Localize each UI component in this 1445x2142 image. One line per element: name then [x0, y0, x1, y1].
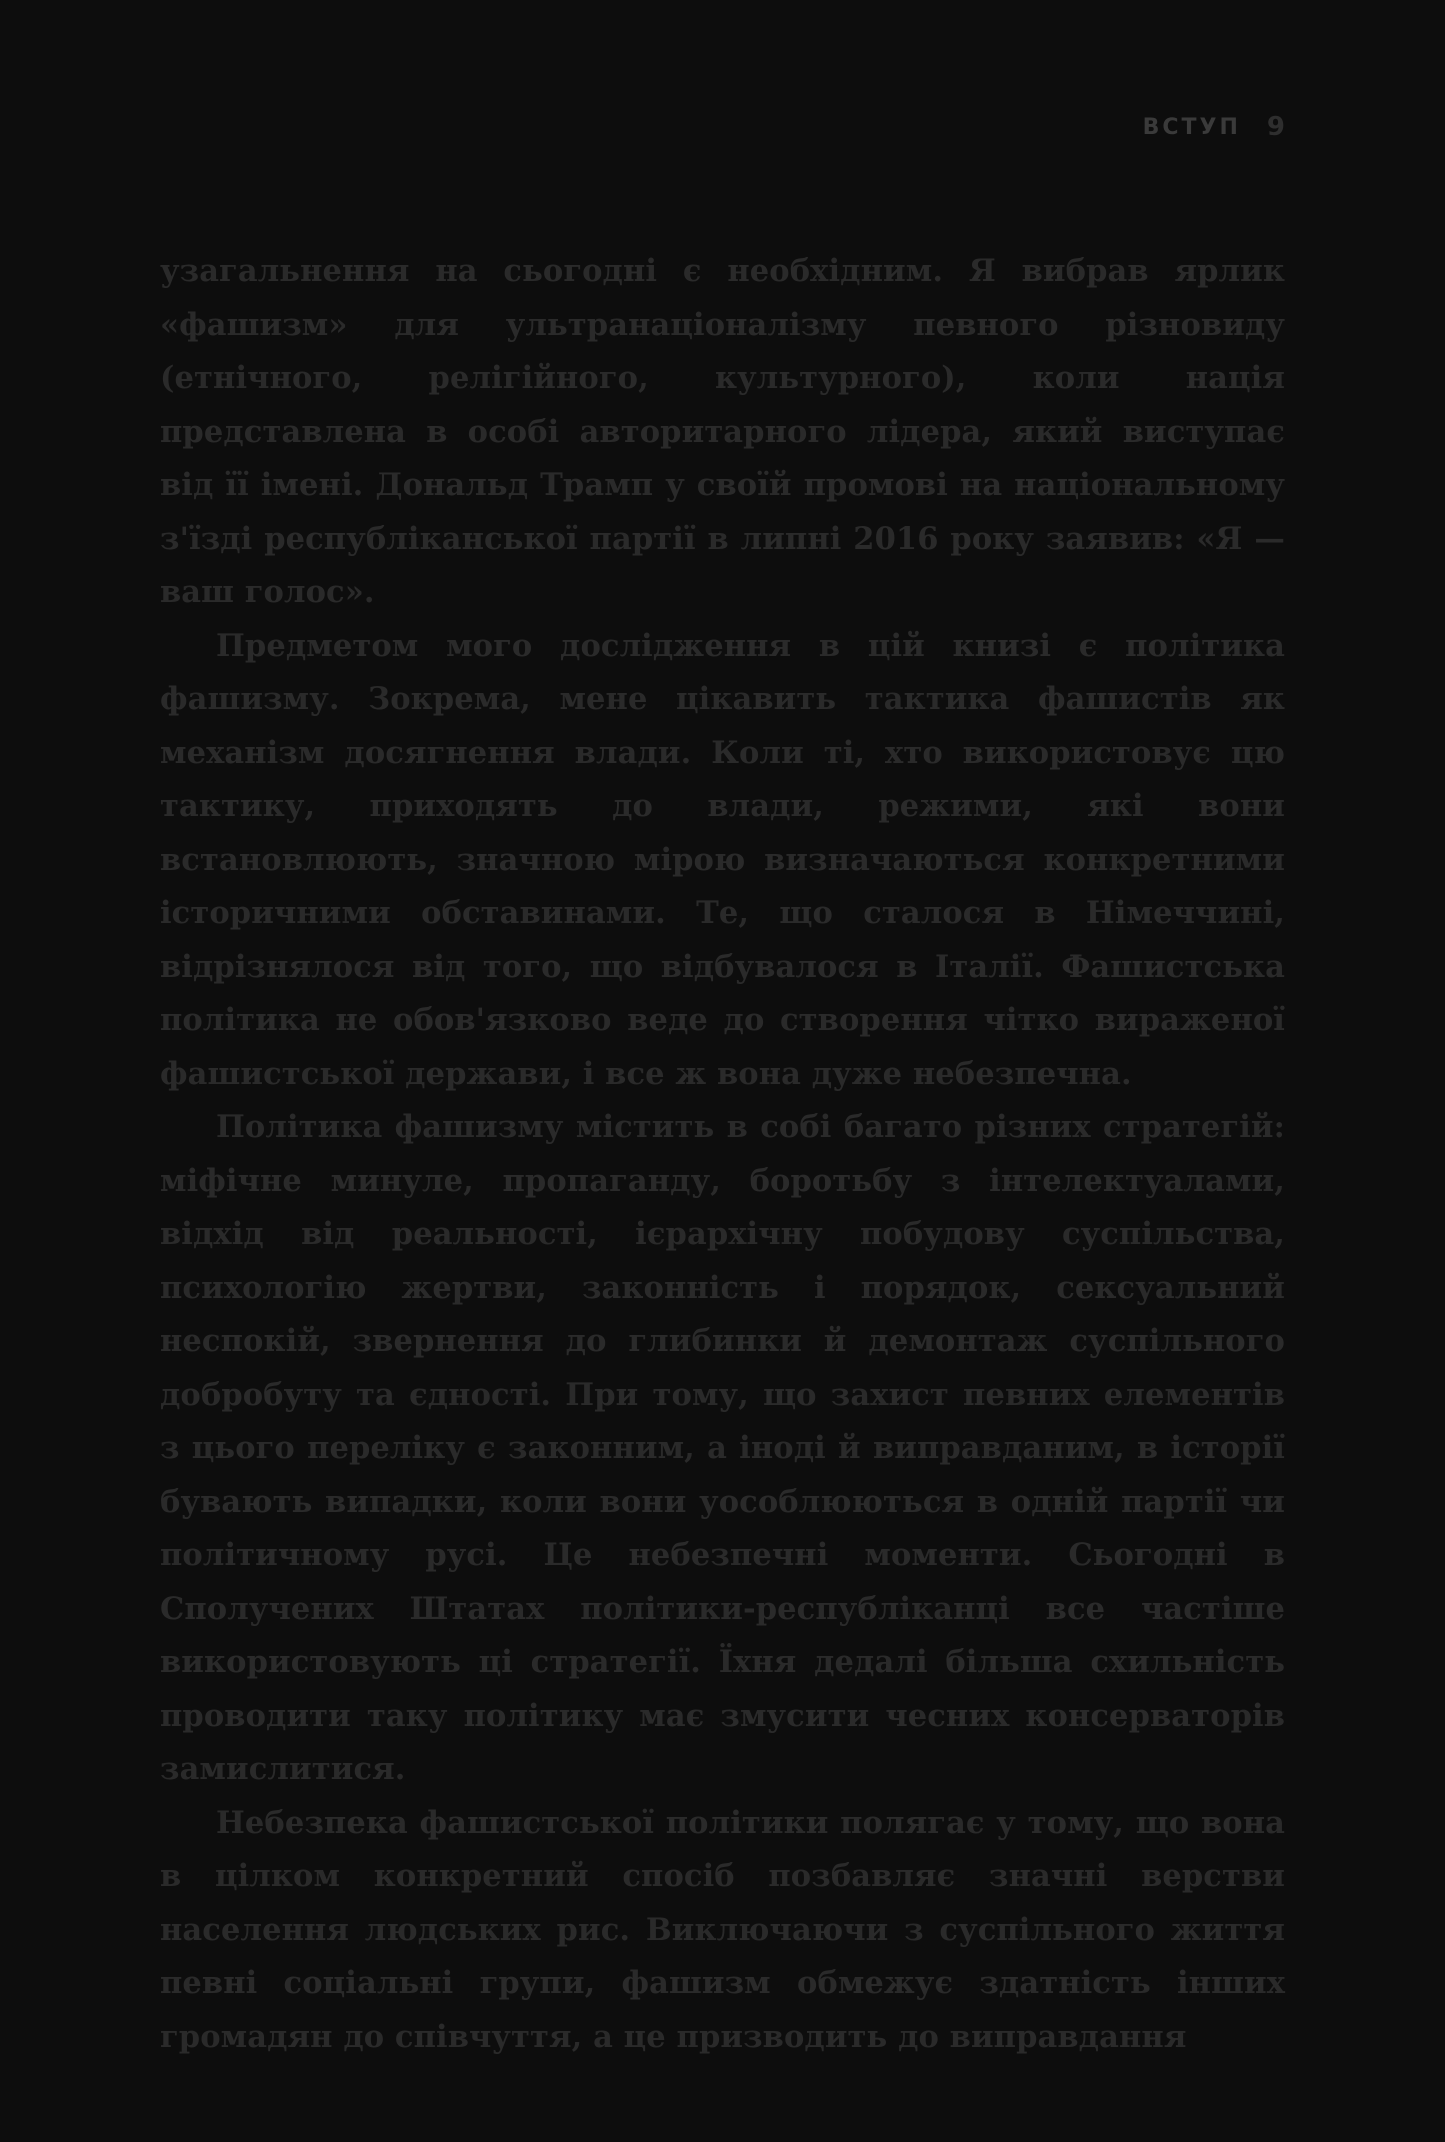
body-paragraph: Предметом мого дослідження в цій книзі є політика фашизму. Зокрема, мене цікавить тактика фашистів як механізм досягнення влади. Коли ті, хто використовує цю тактику, приходять до влади, режими, які вони встановлюють, значною мірою визначаються конкретними історичними обставинами. Те, що сталося в Німеччині, відрізнялося від того, що відбувалося в Італії. Фашистська політика не обов'язково веде до створення чітко вираженої фашистської держави, і все ж вона дуже небезпечна. — [160, 627, 1285, 1092]
running-head-label: ВСТУП — [1142, 114, 1241, 140]
body-paragraph: Небезпека фашистської політики полягає у тому, що вона в цілком конкретний спосіб позбавляє значні верстви населення людських рис. Виключаючи з суспільного життя певні соціальні групи, фашизм обмежує здатність інших громадян до співчуття, а це призводить до виправдання — [160, 1804, 1285, 2055]
text-column — [160, 245, 1285, 2064]
body-paragraph: Політика фашизму містить в собі багато різних стратегій: міфічне минуле, пропаганду, боротьбу з інтелектуалами, відхід від реальності, ієрархічну побудову суспільства, психологію жертви, законність і порядок, сексуальний неспокій, звернення до глибинки й демонтаж суспільного добробуту та єдності. При тому, що захист певних елементів з цього переліку є законним, а іноді й виправданим, в історії бувають випадки, коли вони уособлюються в одній партії чи політичному русі. Це небезпечні моменти. Сьогодні в Сполучених Штатах політики-республіканці все частіше використовують ці стратегії. Їхня дедалі більша схильність проводити таку політику має змусити чесних консерваторів замислитися. — [160, 1109, 1285, 1787]
body-paragraph: узагальнення на сьогодні є необхідним. Я вибрав ярлик «фашизм» для ультранаціоналізму певного різновиду (етнічного, релігійного, культурного), коли нація представлена в особі авторитарного лідера, який виступає від її імені. Дональд Трамп у своїй промові на національному з'їзді республіканської партії в липні 2016 року заявив: «Я — ваш голос». — [160, 253, 1285, 610]
running-head — [1143, 112, 1285, 142]
page-number: 9 — [1266, 112, 1285, 142]
